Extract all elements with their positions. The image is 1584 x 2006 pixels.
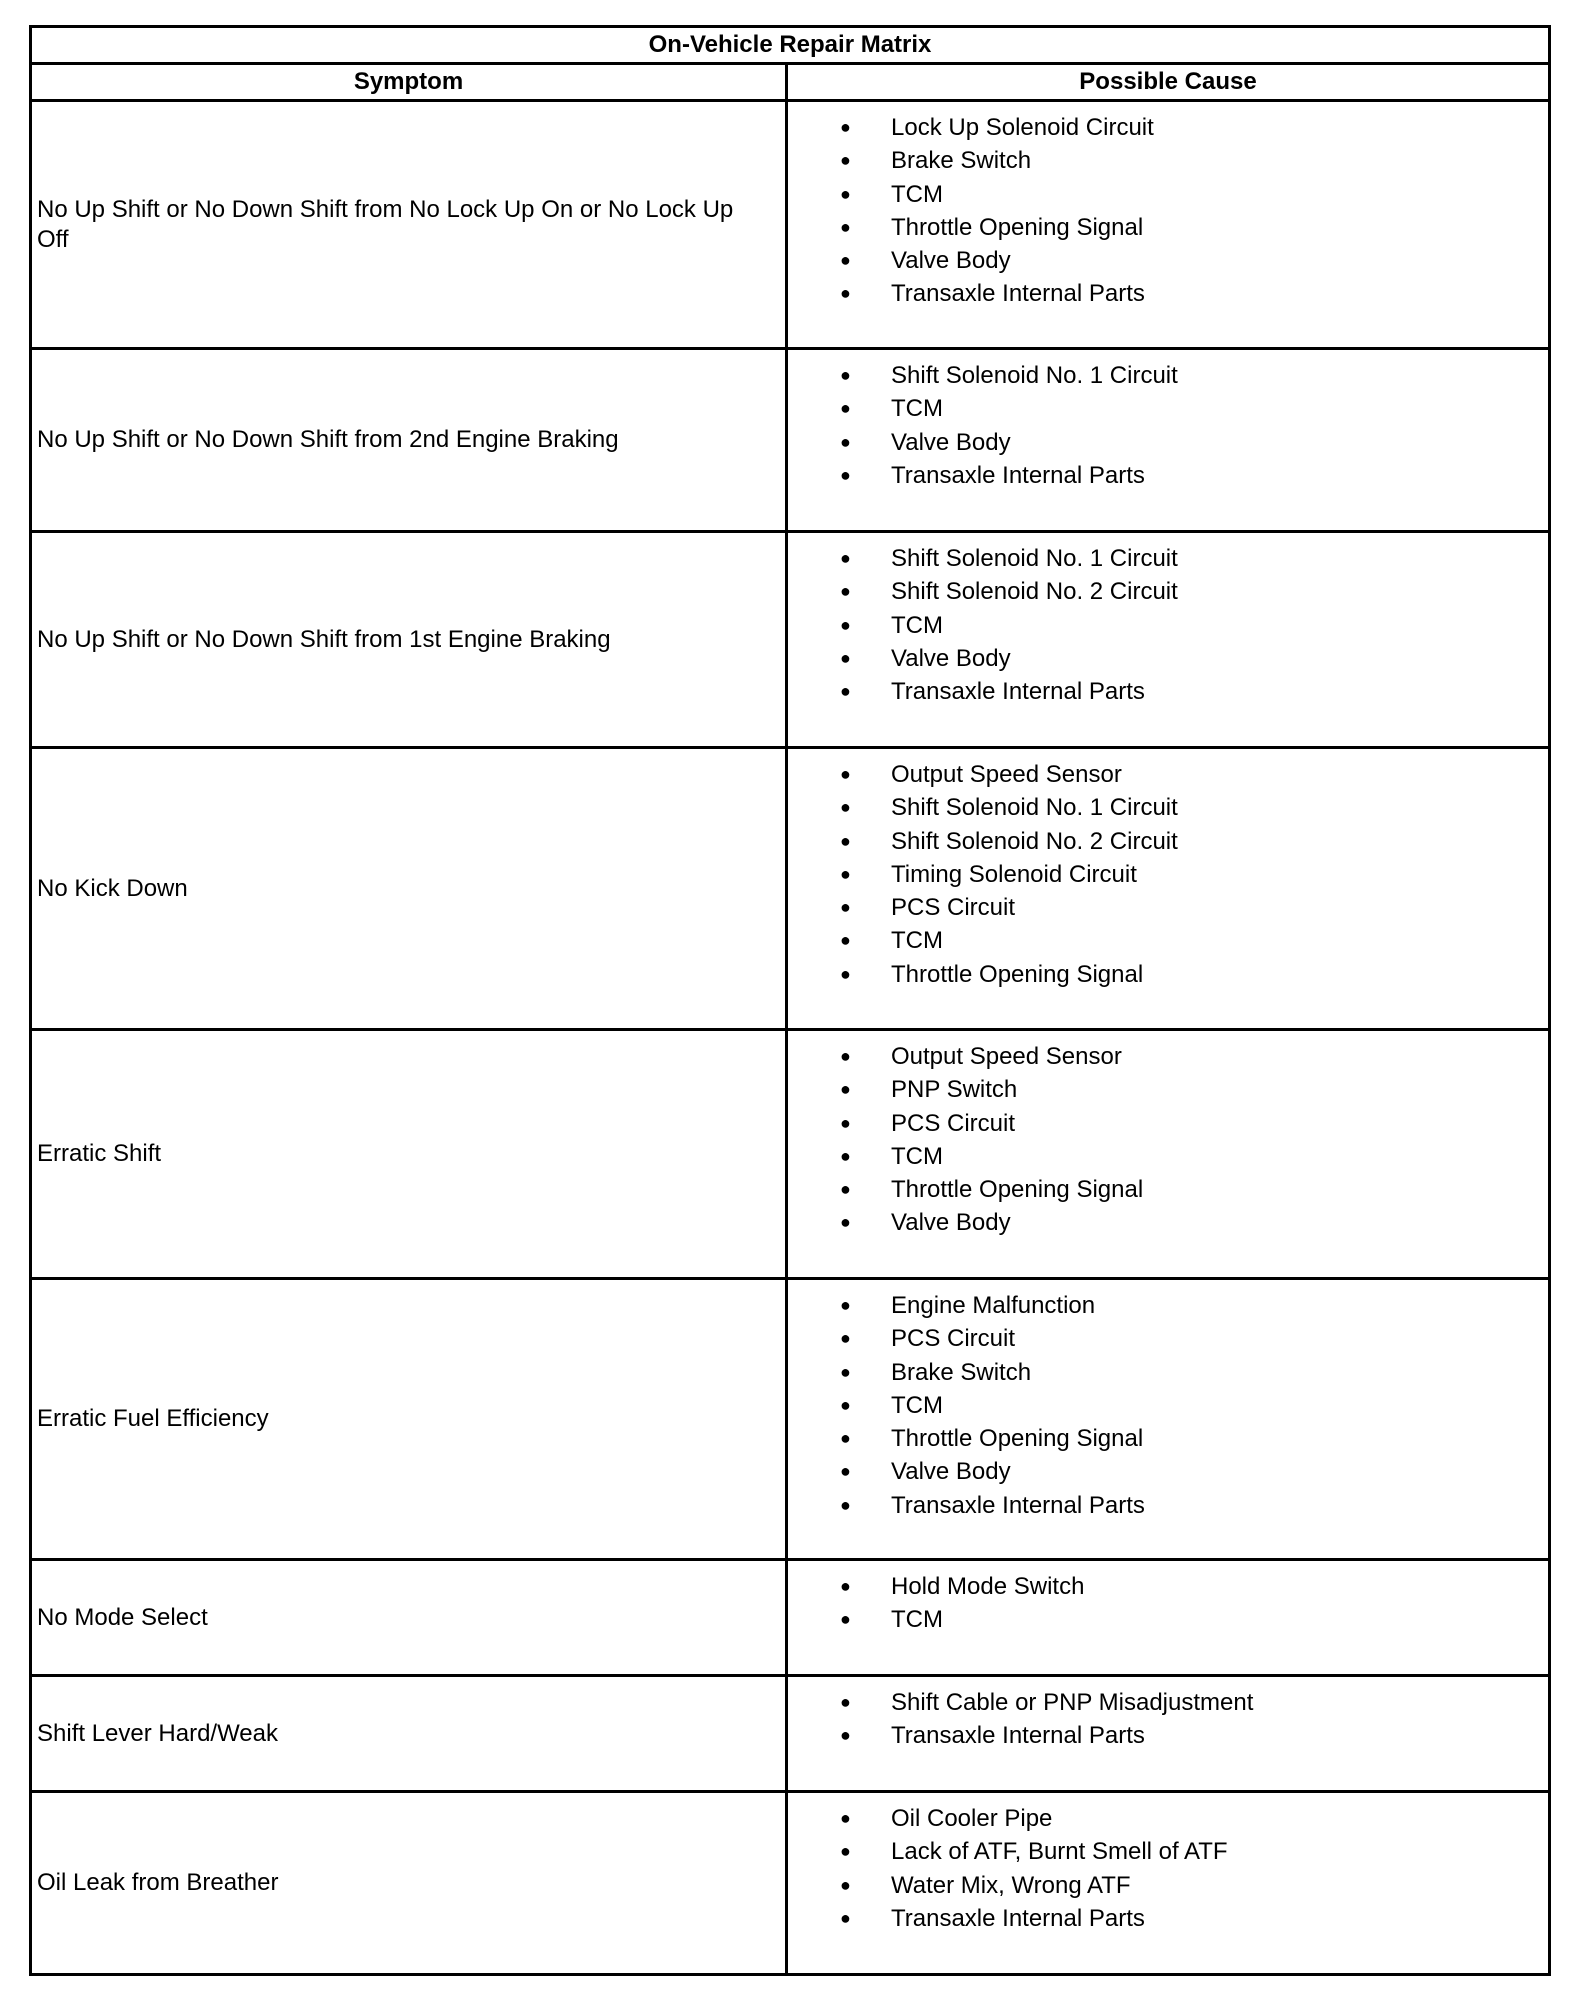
cause-item [788,1489,1548,1522]
cause-text: Shift Solenoid No. 1 Circuit [891,794,1178,822]
cause-text: Transaxle Internal Parts [891,280,1145,308]
symptom-cell: No Up Shift or No Down Shift from 1st Engine Braking [31,532,787,748]
bullet-icon: ● [840,1461,851,1482]
cause-item [788,178,1548,211]
cause-list [788,533,1548,708]
table-row [31,748,1550,1030]
cause-text: Timing Solenoid Circuit [891,860,1137,888]
cause-item [788,1835,1548,1868]
bullet-icon: ● [840,216,851,237]
cause-item [788,459,1548,492]
cause-text: TCM [891,1142,943,1170]
bullet-icon: ● [840,365,851,385]
cause-text: TCM [891,1391,943,1419]
bullet-icon: ● [840,647,851,668]
cause-text: Valve Body [891,1458,1011,1486]
bullet-icon: ● [840,117,851,137]
cause-text: Shift Solenoid No. 2 Circuit [891,827,1178,855]
bullet-icon: ● [840,1046,851,1066]
cause-list [788,102,1548,311]
cause-item [788,359,1548,392]
cause-text: Shift Solenoid No. 1 Circuit [891,545,1178,572]
cause-item [788,277,1548,310]
bullet-icon: ● [840,1907,851,1928]
bullet-icon: ● [840,1841,851,1862]
bullet-icon: ● [840,963,851,984]
bullet-icon: ● [840,431,851,452]
cause-text: Valve Body [891,644,1011,672]
cause-item [788,211,1548,244]
cause-item [788,758,1548,791]
possible-cause-cell [787,349,1550,532]
bullet-icon: ● [840,897,851,918]
cause-text: Brake Switch [891,147,1032,175]
bullet-icon: ● [840,1079,851,1100]
cause-item [788,1289,1548,1322]
symptom-cell: No Mode Select [31,1560,787,1676]
cause-item [788,675,1548,708]
bullet-icon: ● [840,250,851,271]
cause-list [788,1677,1548,1753]
cause-item [788,825,1548,858]
column-header-symptom: Symptom [31,64,787,101]
cause-text: Valve Body [891,1209,1011,1237]
cause-item [788,1603,1548,1636]
cause-text: Output Speed Sensor [891,761,1122,788]
cause-item [788,642,1548,675]
table-row [31,532,1550,748]
cause-text: PNP Switch [891,1076,1018,1104]
possible-cause-cell [787,1279,1550,1560]
bullet-icon: ● [840,1874,851,1895]
bullet-icon: ● [840,1394,851,1415]
table-row [31,1030,1550,1279]
possible-cause-cell [787,1030,1550,1279]
cause-text: TCM [891,1606,943,1634]
possible-cause-cell [787,748,1550,1030]
cause-item [788,1073,1548,1106]
cause-text: Water Mix, Wrong ATF [891,1871,1131,1899]
cause-item [788,144,1548,177]
cause-text: TCM [891,611,943,639]
cause-list [788,350,1548,492]
symptom-cell: Shift Lever Hard/Weak [31,1676,787,1792]
bullet-icon: ● [840,1576,851,1596]
bullet-icon: ● [840,1328,851,1349]
cause-text: TCM [891,395,943,423]
symptom-cell: Oil Leak from Breather [31,1792,787,1975]
symptom-cell: No Up Shift or No Down Shift from 2nd Engine Braking [31,349,787,532]
bullet-icon: ● [840,1295,851,1315]
cause-item [788,1869,1548,1902]
cause-list [788,1280,1548,1522]
cause-item [788,392,1548,425]
cause-item [788,1719,1548,1752]
cause-item [788,575,1548,608]
bullet-icon: ● [840,830,851,851]
cause-item [788,1322,1548,1355]
cause-item [788,1686,1548,1719]
bullet-icon: ● [840,581,851,602]
cause-item [788,244,1548,277]
cause-list [788,749,1548,991]
cause-item [788,958,1548,991]
bullet-icon: ● [840,764,851,784]
cause-text: Throttle Opening Signal [891,1425,1144,1453]
bullet-icon: ● [840,614,851,635]
cause-text: Throttle Opening Signal [891,213,1144,241]
symptom-cell: Erratic Fuel Efficiency [31,1279,787,1560]
bullet-icon: ● [840,464,851,485]
cause-text: Shift Solenoid No. 1 Circuit [891,362,1178,389]
cause-text: Lock Up Solenoid Circuit [891,114,1154,141]
cause-text: PCS Circuit [891,1109,1016,1137]
cause-item [788,1040,1548,1073]
cause-item [788,1107,1548,1140]
bullet-icon: ● [840,1428,851,1449]
possible-cause-cell [787,101,1550,349]
possible-cause-cell [787,532,1550,748]
cause-item [788,609,1548,642]
bullet-icon: ● [840,150,851,171]
cause-item [788,1455,1548,1488]
cause-text: PCS Circuit [891,894,1016,922]
possible-cause-cell [787,1676,1550,1792]
possible-cause-cell [787,1560,1550,1676]
cause-list [788,1031,1548,1240]
cause-item [788,1206,1548,1239]
cause-item [788,1802,1548,1835]
cause-item [788,1902,1548,1935]
bullet-icon: ● [840,1609,851,1630]
bullet-icon: ● [840,1725,851,1746]
cause-text: Valve Body [891,428,1011,456]
symptom-cell: Erratic Shift [31,1030,787,1279]
bullet-icon: ● [840,1692,851,1712]
cause-list [788,1793,1548,1935]
title-row [31,27,1550,64]
table-row [31,101,1550,349]
cause-item [788,426,1548,459]
bullet-icon: ● [840,1494,851,1515]
column-header-possible-cause: Possible Cause [787,64,1550,101]
repair-matrix-table [29,25,1551,1976]
cause-item [788,924,1548,957]
possible-cause-cell [787,1792,1550,1975]
table-title: On-Vehicle Repair Matrix [31,27,1550,64]
cause-item [788,858,1548,891]
cause-item [788,1422,1548,1455]
cause-text: Lack of ATF, Burnt Smell of ATF [891,1838,1228,1866]
table-row [31,1279,1550,1560]
cause-text: Transaxle Internal Parts [891,461,1145,489]
bullet-icon: ● [840,1112,851,1133]
cause-item [788,1570,1548,1603]
table-row [31,1560,1550,1676]
cause-text: Throttle Opening Signal [891,1176,1144,1204]
cause-text: Throttle Opening Signal [891,960,1144,988]
bullet-icon: ● [840,183,851,204]
cause-text: PCS Circuit [891,1325,1016,1353]
table-body [31,101,1550,1975]
cause-text: Transaxle Internal Parts [891,1722,1145,1750]
cause-text: Valve Body [891,247,1011,275]
cause-list [788,1561,1548,1637]
cause-item [788,542,1548,575]
bullet-icon: ● [840,1361,851,1382]
bullet-icon: ● [840,1145,851,1166]
cause-text: Transaxle Internal Parts [891,1491,1145,1519]
symptom-cell: No Up Shift or No Down Shift from No Lock Up On or No Lock Up Off [31,101,787,349]
cause-text: TCM [891,180,943,208]
symptom-cell: No Kick Down [31,748,787,1030]
bullet-icon: ● [840,797,851,818]
cause-text: Brake Switch [891,1358,1032,1386]
cause-text: Engine Malfunction [891,1292,1096,1319]
cause-item [788,1140,1548,1173]
bullet-icon: ● [840,1212,851,1233]
cause-item [788,1356,1548,1389]
table-row [31,349,1550,532]
bullet-icon: ● [840,681,851,702]
cause-text: Oil Cooler Pipe [891,1805,1053,1832]
cause-item [788,1389,1548,1422]
cause-item [788,891,1548,924]
cause-text: Shift Cable or PNP Misadjustment [891,1689,1254,1716]
table-row [31,1792,1550,1975]
cause-text: Hold Mode Switch [891,1573,1085,1600]
table-row [31,1676,1550,1792]
cause-item [788,791,1548,824]
bullet-icon: ● [840,1808,851,1828]
bullet-icon: ● [840,283,851,304]
bullet-icon: ● [840,548,851,568]
cause-text: TCM [891,927,943,955]
cause-text: Transaxle Internal Parts [891,678,1145,706]
cause-item [788,1173,1548,1206]
cause-text: Transaxle Internal Parts [891,1904,1145,1932]
bullet-icon: ● [840,863,851,884]
cause-text: Shift Solenoid No. 2 Circuit [891,578,1178,606]
header-row [31,64,1550,101]
bullet-icon: ● [840,930,851,951]
bullet-icon: ● [840,1179,851,1200]
bullet-icon: ● [840,398,851,419]
cause-item [788,111,1548,144]
cause-text: Output Speed Sensor [891,1043,1122,1070]
